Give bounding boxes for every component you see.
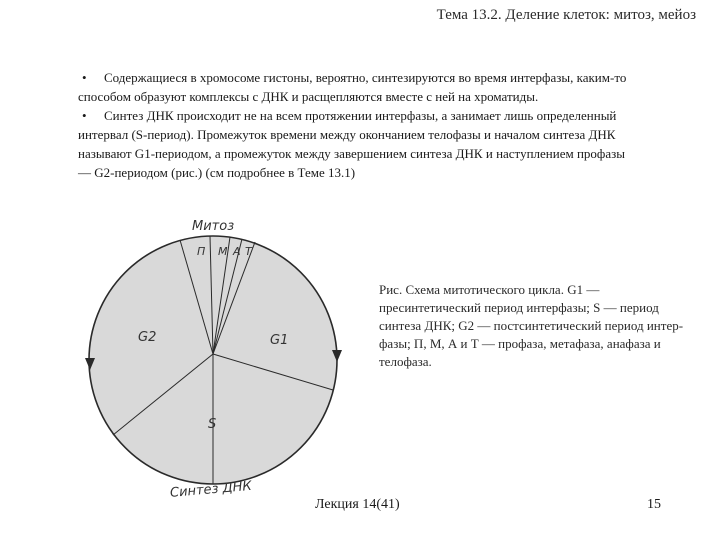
body-text [78,68,638,182]
bullet-text-1: Содержащиеся в хромосоме гистоны, вероятно, синтезируются во время интерфазы, каким-то способом образуют комплексы с ДНК и расщепляются вместе с ней на хроматиды. [78,70,627,104]
dna-synthesis-label: Синтез ДНК [169,478,253,501]
phase-a-label: А [233,245,241,258]
bullet-icon: • [82,70,87,85]
bullet-paragraph-2 [78,106,638,182]
slide-title: Тема 13.2. Деление клеток: митоз, мейоз [436,7,696,23]
phase-t-label: Т [245,245,252,258]
phase-p-label: П [197,245,206,258]
footer-lecture: Лекция 14(41) [315,497,400,512]
bullet-icon: • [82,108,87,123]
phase-m-label: М [218,245,228,258]
g1-label: G1 [270,333,289,348]
s-label: S [208,417,217,432]
bullet-paragraph-1 [78,68,638,106]
mitotic-cycle-svg [80,210,360,510]
bullet-text-2: Синтез ДНК происходит не на всем протяжении интерфазы, а занимает лишь определенный интервал (S-период). Промежуток времени между окончанием телофазы и началом синтеза ДНК называют G1-периодом, а промежуток между завершением синтеза ДНК и наступлением профазы — G2-периодом (рис.) (см подробнее в Теме 13.1) [78,108,625,180]
mitotic-cycle-diagram [80,210,360,510]
mitosis-label: Митоз [192,219,235,234]
page-number: 15 [647,497,661,512]
figure-caption: Рис. Схема митотического цикла. G1 — пресинтетический период интерфазы; S — период синтеза ДНК; G2 — постсинтетический период интер-фазы; П, М, А и Т — профаза, метафаза, анафаза и телофаза. [379,282,684,369]
g2-label: G2 [138,330,157,345]
